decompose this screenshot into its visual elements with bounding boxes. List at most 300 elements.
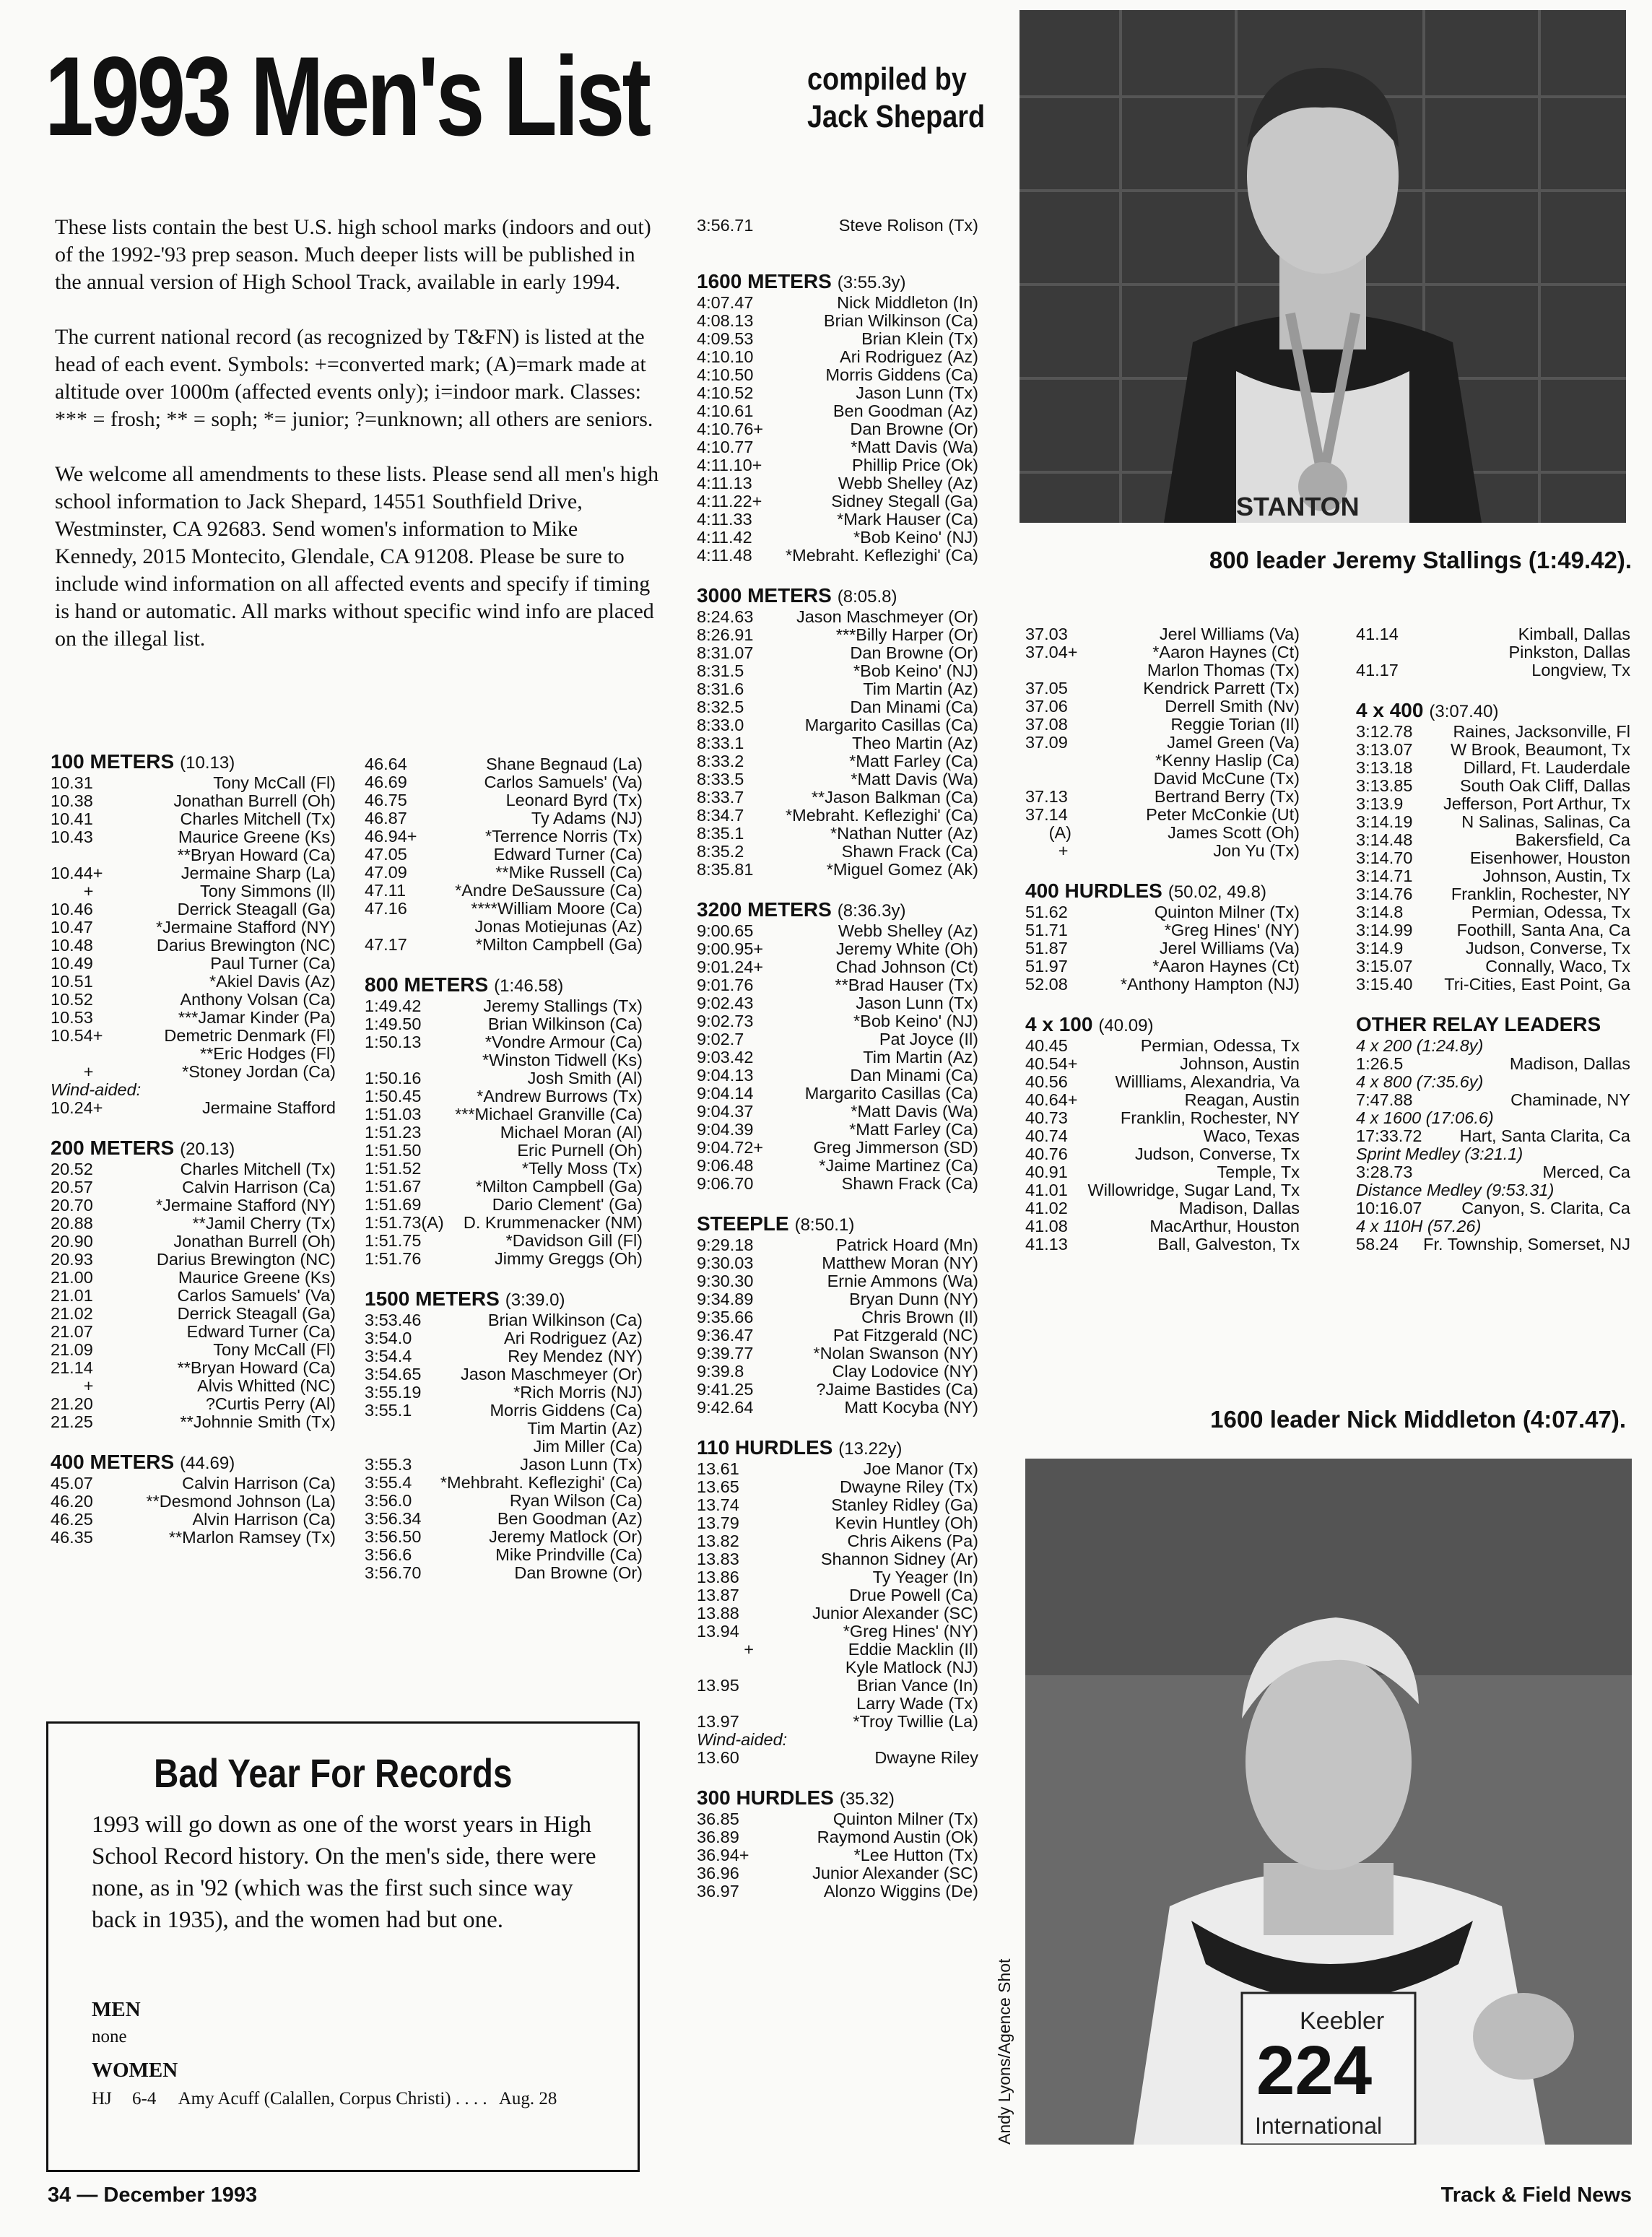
result-athlete: Edward Turner (Ca)	[493, 846, 643, 864]
result-athlete: Calvin Harrison (Ca)	[182, 1474, 336, 1493]
result-row	[365, 773, 643, 791]
result-athlete: Jeremy Stallings (Tx)	[483, 997, 643, 1015]
result-mark: 1:49.42	[365, 996, 422, 1015]
result-athlete: Permian, Odessa, Tx	[1140, 1037, 1300, 1055]
result-row	[697, 1175, 978, 1193]
result-mark: 37.06	[1025, 697, 1068, 716]
result-mark: 9:02.43	[697, 994, 754, 1012]
result-athlete: Johnson, Austin	[1180, 1055, 1300, 1073]
result-row	[697, 1532, 978, 1550]
result-athlete: *Akiel Davis (Az)	[209, 973, 336, 991]
event-heading	[51, 751, 336, 774]
event-name: STEEPLE	[697, 1212, 789, 1235]
result-athlete: Willliams, Alexandria, Va	[1115, 1073, 1300, 1091]
result-mark: 4:10.10	[697, 347, 754, 366]
result-row	[1025, 625, 1300, 643]
result-mark: 1:51.67	[365, 1177, 422, 1196]
event-record: (40.09)	[1098, 1016, 1154, 1035]
result-mark: 3:56.71	[697, 216, 754, 235]
result-athlete: *Miguel Gomez (Ak)	[826, 861, 978, 879]
result-athlete: **Mike Russell (Ca)	[495, 864, 643, 882]
result-row	[51, 1529, 336, 1547]
result-row	[1356, 1163, 1630, 1181]
result-athlete: Darius Brewington (NC)	[156, 1251, 336, 1269]
event-record: (3:39.0)	[505, 1290, 565, 1310]
page-title: 1993 Men's List	[45, 34, 649, 160]
result-mark: 47.17	[365, 935, 407, 954]
result-athlete: Jamel Green (Va)	[1167, 734, 1300, 752]
result-athlete: Pinkston, Dallas	[1508, 643, 1630, 661]
result-row	[51, 882, 336, 900]
result-mark: 9:06.48	[697, 1156, 754, 1175]
result-mark: 36.89	[697, 1828, 739, 1846]
event-record: (10.13)	[180, 753, 235, 773]
result-mark: 3:14.8	[1356, 903, 1404, 921]
result-mark: 46.75	[365, 791, 407, 809]
result-athlete: Marlon Thomas (Tx)	[1147, 661, 1300, 679]
sidebar-bad-year-for-records	[46, 1721, 640, 2172]
result-row	[365, 1160, 643, 1178]
result-row	[1025, 734, 1300, 752]
result-row	[697, 1695, 978, 1713]
result-mark: 9:36.47	[697, 1326, 754, 1345]
result-athlete: Jerel Williams (Va)	[1159, 939, 1300, 957]
result-row	[365, 864, 643, 882]
result-row	[697, 1514, 978, 1532]
result-mark: 41.02	[1025, 1199, 1068, 1217]
result-athlete: Ty Yeager (In)	[872, 1568, 978, 1586]
result-row	[697, 1659, 978, 1677]
result-athlete: Greg Jimmerson (SD)	[813, 1139, 978, 1157]
result-row	[51, 1413, 336, 1431]
result-mark: 9:00.65	[697, 921, 754, 940]
result-athlete: Tim Martin (Az)	[863, 1048, 978, 1067]
result-row	[697, 330, 978, 348]
result-row	[697, 1048, 978, 1067]
result-athlete: *Aaron Haynes (Ct)	[1152, 643, 1300, 661]
result-mark: 46.64	[365, 755, 407, 773]
result-athlete: Jason Maschmeyer (Or)	[796, 608, 978, 626]
result-mark: 9:06.70	[697, 1174, 754, 1193]
result-mark: 37.08	[1025, 715, 1068, 734]
result-mark: 3:56.50	[365, 1527, 422, 1546]
result-athlete: Tim Martin (Az)	[863, 680, 978, 698]
result-row	[697, 402, 978, 420]
result-mark: 3:54.65	[365, 1365, 422, 1384]
result-row	[365, 936, 643, 954]
result-row	[697, 438, 978, 456]
result-row	[697, 1828, 978, 1846]
result-row	[1025, 1055, 1300, 1073]
result-row	[1025, 770, 1300, 788]
result-mark: 20.70	[51, 1196, 93, 1215]
result-athlete: *Aaron Haynes (Ct)	[1152, 957, 1300, 976]
result-athlete: Dwayne Riley (Tx)	[840, 1478, 978, 1496]
result-row	[1356, 885, 1630, 903]
result-athlete: Jason Lunn (Tx)	[520, 1456, 643, 1474]
result-row	[697, 1308, 978, 1326]
result-mark: 21.07	[51, 1322, 93, 1341]
result-row	[697, 312, 978, 330]
result-athlete: Ben Goodman (Az)	[497, 1510, 643, 1528]
result-row	[51, 973, 336, 991]
event-name: 1500 METERS	[365, 1287, 500, 1310]
result-athlete: Bryan Dunn (NY)	[849, 1290, 978, 1308]
result-athlete: Eddie Macklin (Il)	[848, 1641, 978, 1659]
result-mark: 7:47.88	[1356, 1090, 1413, 1109]
result-mark: 4:11.10+	[697, 456, 762, 474]
result-mark: 40.54+	[1025, 1054, 1078, 1073]
result-row	[697, 958, 978, 976]
result-row	[697, 825, 978, 843]
footer-page-date: 34 — December 1993	[48, 2184, 258, 2207]
result-athlete: Judson, Converse, Tx	[1465, 939, 1630, 957]
result-row	[51, 864, 336, 882]
result-mark: 51.97	[1025, 957, 1068, 976]
byline-compiled: compiled by	[807, 61, 967, 97]
result-row	[365, 1178, 643, 1196]
event-heading	[1356, 1014, 1630, 1037]
result-row	[365, 1106, 643, 1124]
result-athlete: Dan Minami (Ca)	[850, 698, 978, 716]
result-athlete: *Greg Hines' (NY)	[843, 1623, 978, 1641]
result-mark: 4:11.42	[697, 528, 752, 547]
result-athlete: Jon Yu (Tx)	[1213, 842, 1300, 860]
result-athlete: ***Billy Harper (Or)	[835, 626, 978, 644]
result-row	[697, 716, 978, 734]
result-row	[697, 217, 978, 235]
result-athlete: Edward Turner (Ca)	[186, 1323, 336, 1341]
result-row	[365, 1051, 643, 1069]
result-athlete: Phillip Price (Ok)	[852, 456, 978, 474]
result-row	[365, 997, 643, 1015]
result-mark: 46.20	[51, 1492, 93, 1511]
result-athlete: South Oak Cliff, Dallas	[1460, 777, 1630, 795]
result-mark: 47.11	[365, 881, 407, 900]
result-row	[1025, 1199, 1300, 1217]
result-row	[697, 420, 978, 438]
result-athlete: Tony Simmons (Il)	[199, 882, 336, 900]
result-athlete: Demetric Denmark (Fl)	[164, 1027, 336, 1045]
result-mark: 1:51.23	[365, 1123, 422, 1142]
result-athlete: Dillard, Ft. Lauderdale	[1463, 759, 1630, 777]
result-row	[365, 1214, 643, 1232]
result-athlete: Judson, Converse, Tx	[1134, 1145, 1300, 1163]
result-row	[365, 1546, 643, 1564]
sidebar-women-record	[92, 2089, 557, 2109]
result-row	[697, 348, 978, 366]
result-athlete: Temple, Tx	[1217, 1163, 1300, 1181]
result-athlete: Tony McCall (Fl)	[213, 1341, 336, 1359]
event-record: (1:46.58)	[494, 976, 564, 996]
result-mark: 4:11.13	[697, 474, 752, 492]
result-athlete: Maurice Greene (Ks)	[178, 1269, 336, 1287]
result-athlete: Chad Johnson (Ct)	[835, 958, 978, 976]
result-athlete: Patrick Hoard (Mn)	[835, 1236, 978, 1254]
result-athlete: *Milton Campbell (Ga)	[475, 1178, 643, 1196]
result-row	[1356, 625, 1630, 643]
result-athlete: Jason Lunn (Tx)	[856, 994, 978, 1012]
intro-paragraph: These lists contain the best U.S. high school marks (indoors and out) of the 1992-'93 prep season. Much deeper lists will be published in the annual version of High School Track, available in early 1994.	[55, 215, 651, 294]
result-athlete: Jonathan Burrell (Oh)	[173, 1233, 336, 1251]
result-row	[697, 1030, 978, 1048]
result-mark: 9:04.14	[697, 1084, 754, 1103]
result-row	[1356, 1235, 1630, 1254]
result-athlete: Jefferson, Port Arthur, Tx	[1443, 795, 1630, 813]
result-athlete: Ernie Ammons (Wa)	[827, 1272, 978, 1290]
result-athlete: **Eric Hodges (Fl)	[199, 1045, 336, 1063]
result-mark: 36.85	[697, 1810, 739, 1828]
result-mark: 36.96	[697, 1864, 739, 1882]
result-row	[1356, 831, 1630, 849]
result-athlete: *Stoney Jordan (Ca)	[182, 1063, 336, 1081]
event-heading	[697, 899, 978, 922]
result-row	[365, 1033, 643, 1051]
result-row	[697, 734, 978, 752]
event-record: (44.69)	[180, 1454, 235, 1473]
result-mark: 51.87	[1025, 939, 1068, 957]
result-mark: 4:11.48	[697, 546, 752, 565]
result-athlete: Eric Purnell (Oh)	[517, 1142, 643, 1160]
byline-author: Jack Shepard	[807, 99, 986, 134]
event-name: 100 METERS	[51, 750, 175, 773]
result-athlete: Jason Maschmeyer (Or)	[460, 1365, 643, 1384]
result-athlete: Johnson, Austin, Tx	[1482, 867, 1630, 885]
result-athlete: Paul Turner (Ca)	[210, 955, 336, 973]
result-athlete: *Bob Keino' (NJ)	[853, 1012, 978, 1030]
result-mark: 46.25	[51, 1510, 93, 1529]
result-row	[697, 547, 978, 565]
result-row	[51, 1045, 336, 1063]
spacer	[697, 1767, 978, 1783]
result-mark: 46.94+	[365, 827, 417, 846]
result-row	[697, 474, 978, 492]
result-mark: 21.25	[51, 1412, 93, 1431]
sidebar-men-value: none	[92, 2027, 127, 2046]
result-row	[365, 1510, 643, 1528]
result-athlete: Quinton Milner (Tx)	[1154, 903, 1300, 921]
result-athlete: *Greg Hines' (NY)	[1164, 921, 1300, 939]
result-athlete: Derrell Smith (Nv)	[1165, 698, 1300, 716]
result-athlete: Jim Miller (Ca)	[533, 1438, 643, 1456]
result-athlete: **Bryan Howard (Ca)	[177, 1359, 336, 1377]
result-row	[365, 1474, 643, 1492]
result-mark: +	[697, 1640, 755, 1659]
result-row	[365, 1438, 643, 1456]
result-athlete: *Matt Davis (Wa)	[851, 770, 978, 789]
result-mark: 10.53	[51, 1008, 93, 1027]
result-mark: 4:07.47	[697, 293, 754, 312]
result-athlete: Brian Wilkinson (Ca)	[487, 1015, 643, 1033]
spacer	[365, 1268, 643, 1284]
result-row	[1025, 903, 1300, 921]
result-athlete: Darius Brewington (NC)	[156, 937, 336, 955]
result-mark: 3:13.07	[1356, 740, 1413, 759]
result-mark: 40.56	[1025, 1072, 1068, 1091]
result-mark: 41.01	[1025, 1181, 1068, 1199]
result-mark: 10.54+	[51, 1026, 103, 1045]
result-mark: +	[1025, 841, 1069, 860]
result-mark: 21.01	[51, 1286, 93, 1305]
result-athlete: Alonzo Wiggins (De)	[823, 1882, 978, 1901]
result-mark: 10.38	[51, 791, 93, 810]
result-athlete: Ari Rodriguez (Az)	[504, 1329, 643, 1347]
event-heading	[1025, 880, 1300, 903]
result-athlete: D. Krummenacker (NM)	[463, 1214, 643, 1232]
result-mark: 20.88	[51, 1214, 93, 1233]
result-row	[1356, 661, 1630, 679]
result-athlete: Brian Wilkinson (Ca)	[823, 312, 978, 330]
result-row	[697, 752, 978, 770]
result-row	[1356, 723, 1630, 741]
result-mark: 10.31	[51, 773, 93, 792]
result-athlete: Shane Begnaud (La)	[486, 755, 643, 773]
result-athlete: Permian, Odessa, Tx	[1471, 903, 1630, 921]
event-record: (35.32)	[839, 1789, 895, 1809]
result-mark: 8:31.07	[697, 643, 754, 662]
result-mark: 4:11.33	[697, 510, 752, 529]
result-row	[697, 644, 978, 662]
result-mark: 4:10.52	[697, 383, 754, 402]
spacer	[697, 1417, 978, 1433]
result-row	[51, 1305, 336, 1323]
result-athlete: Connally, Waco, Tx	[1485, 957, 1630, 976]
result-mark: 37.09	[1025, 733, 1068, 752]
result-mark: 37.03	[1025, 625, 1068, 643]
spacer	[1025, 994, 1300, 1009]
result-athlete: Jason Lunn (Tx)	[856, 384, 978, 402]
result-athlete: Kimball, Dallas	[1518, 625, 1630, 643]
result-athlete: Chaminade, NY	[1510, 1091, 1630, 1109]
result-note: 4 x 800 (7:35.6y)	[1356, 1072, 1484, 1091]
result-mark: 21.20	[51, 1394, 93, 1413]
result-row	[365, 1402, 643, 1420]
result-row	[1356, 976, 1630, 994]
result-row	[697, 1399, 978, 1417]
result-mark: 3:14.76	[1356, 885, 1413, 903]
caption-1600-leader: 1600 leader Nick Middleton (4:07.47).	[1210, 1406, 1626, 1433]
result-athlete: Margarito Casillas (Ca)	[804, 716, 978, 734]
result-athlete: *Mark Hauser (Ca)	[837, 511, 978, 529]
result-athlete: Alvin Harrison (Ca)	[192, 1511, 336, 1529]
result-row	[1025, 752, 1300, 770]
result-athlete: *Matt Farley (Ca)	[849, 752, 978, 770]
event-heading	[697, 1437, 978, 1460]
result-athlete: *Milton Campbell (Ga)	[475, 936, 643, 954]
result-mark: 47.09	[365, 863, 407, 882]
result-mark: 13.61	[697, 1459, 739, 1478]
result-athlete: Dan Browne (Or)	[850, 644, 978, 662]
result-mark: 1:51.03	[365, 1105, 422, 1124]
result-row	[697, 680, 978, 698]
result-athlete: Bertrand Berry (Tx)	[1154, 788, 1300, 806]
result-row	[1025, 957, 1300, 976]
result-athlete: *Terrence Norris (Tx)	[484, 828, 643, 846]
result-mark: 4:10.50	[697, 365, 754, 384]
result-athlete: Ben Goodman (Az)	[832, 402, 978, 420]
result-athlete: Morris Giddens (Ca)	[490, 1402, 643, 1420]
result-mark: 9:04.39	[697, 1120, 754, 1139]
result-row	[1356, 939, 1630, 957]
result-row	[1356, 957, 1630, 976]
results-column-5	[1356, 625, 1630, 1254]
result-athlete: Madison, Dallas	[1178, 1199, 1300, 1217]
result-row	[365, 1069, 643, 1087]
result-mark: 9:04.13	[697, 1066, 754, 1085]
event-name: 800 METERS	[365, 973, 489, 996]
result-athlete: Dan Browne (Or)	[514, 1564, 643, 1582]
result-row	[1356, 1055, 1630, 1073]
result-row	[697, 456, 978, 474]
result-row	[365, 828, 643, 846]
event-heading	[51, 1451, 336, 1474]
result-athlete: Charles Mitchell (Tx)	[180, 1160, 336, 1178]
result-mark: 9:39.77	[697, 1344, 754, 1363]
event-name: 400 METERS	[51, 1451, 175, 1473]
result-mark: 9:39.8	[697, 1362, 744, 1381]
result-mark: 1:51.52	[365, 1159, 422, 1178]
result-athlete: ***Jamar Kinder (Pa)	[178, 1009, 336, 1027]
result-athlete: Dan Browne (Or)	[850, 420, 978, 438]
result-mark: 13.83	[697, 1550, 739, 1568]
results-column-4	[1025, 625, 1300, 1254]
result-row	[1356, 921, 1630, 939]
spacer	[697, 235, 978, 251]
result-row	[697, 994, 978, 1012]
result-athlete: *Mebraht. Keflezighi' (Ca)	[785, 547, 978, 565]
result-mark: 3:55.19	[365, 1383, 422, 1402]
result-athlete: *Mehbraht. Keflezighi' (Ca)	[440, 1474, 643, 1492]
result-athlete: *Davidson Gill (Fl)	[505, 1232, 643, 1250]
result-note: 4 x 200 (1:24.8y)	[1356, 1036, 1484, 1055]
result-row	[365, 1015, 643, 1033]
result-mark: 47.16	[365, 899, 407, 918]
result-row	[51, 1323, 336, 1341]
result-row	[697, 492, 978, 511]
result-row	[697, 807, 978, 825]
result-row	[697, 1550, 978, 1568]
result-row	[1025, 842, 1300, 860]
result-row	[697, 1623, 978, 1641]
result-mark: 3:54.0	[365, 1329, 412, 1347]
event-name: 200 METERS	[51, 1137, 175, 1159]
result-mark: 4:10.61	[697, 401, 754, 420]
result-row	[697, 1012, 978, 1030]
result-athlete: Theo Martin (Az)	[852, 734, 978, 752]
event-name: 1600 METERS	[697, 270, 832, 292]
result-row	[1356, 643, 1630, 661]
result-row	[1356, 1091, 1630, 1109]
result-mark: 3:15.40	[1356, 975, 1413, 994]
result-mark: 10.24+	[51, 1098, 103, 1117]
result-athlete: *Nolan Swanson (NY)	[813, 1345, 978, 1363]
result-row	[365, 1564, 643, 1582]
result-row	[365, 1087, 643, 1106]
event-name: 300 HURDLES	[697, 1786, 834, 1809]
result-athlete: Anthony Volsan (Ca)	[180, 991, 336, 1009]
result-row	[1025, 976, 1300, 994]
result-athlete: Tony McCall (Fl)	[213, 774, 336, 792]
result-row	[1025, 1145, 1300, 1163]
result-row	[1025, 1073, 1300, 1091]
result-mark: 3:14.70	[1356, 848, 1413, 867]
result-athlete: *Winston Tidwell (Ks)	[482, 1051, 643, 1069]
result-mark: 40.73	[1025, 1108, 1068, 1127]
result-note: Distance Medley (9:53.31)	[1356, 1181, 1555, 1199]
result-row	[51, 1063, 336, 1081]
result-row	[365, 1250, 643, 1268]
result-mark: 8:33.1	[697, 734, 744, 752]
